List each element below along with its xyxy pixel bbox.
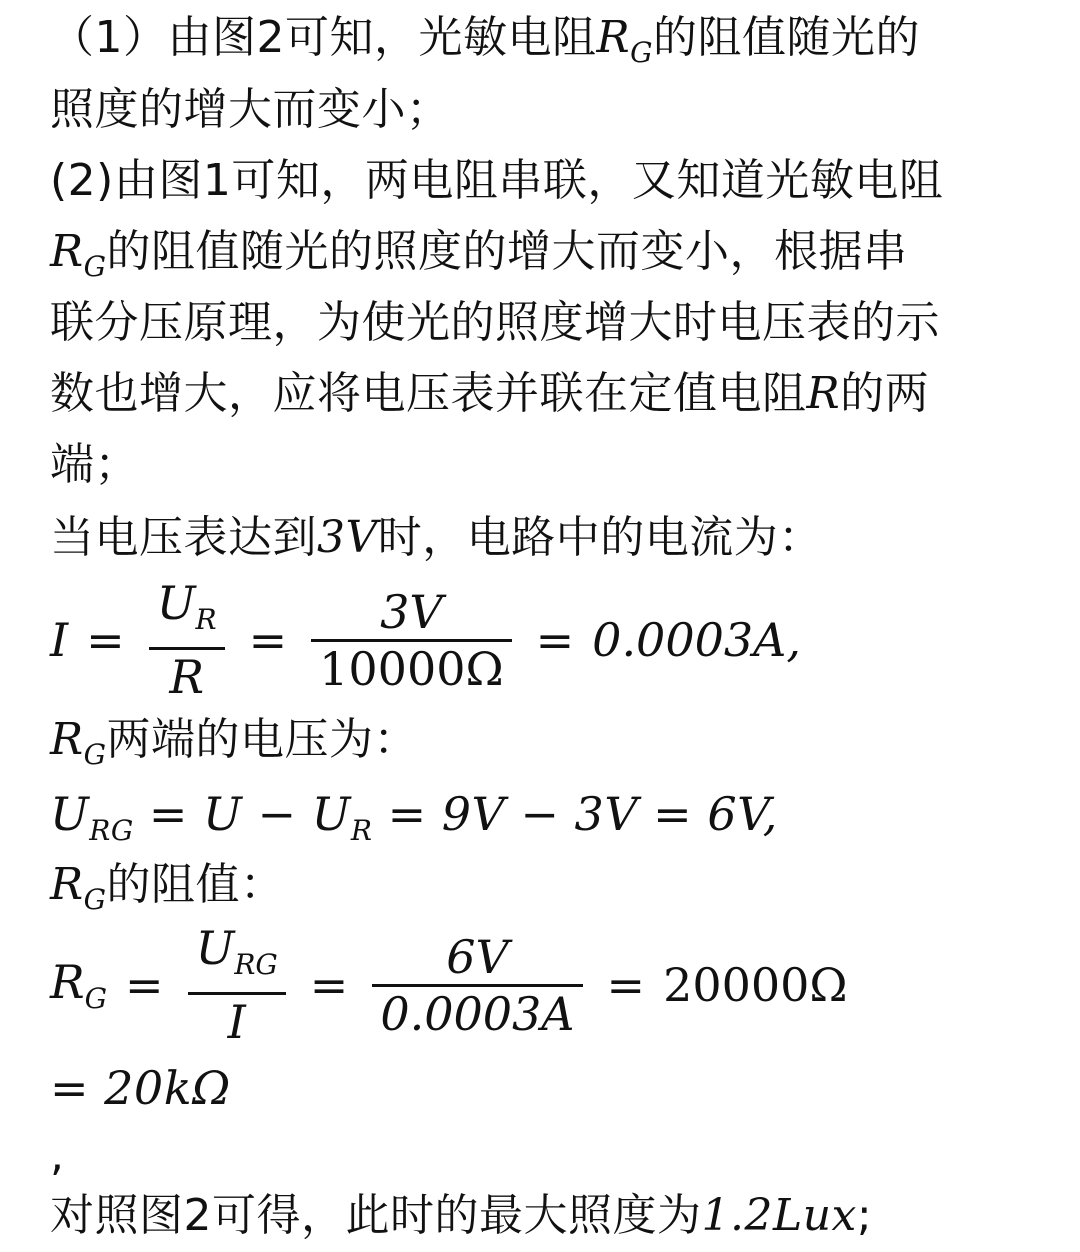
text-segment: 照度的增大而变小； — [50, 84, 451, 135]
var-R: R — [50, 955, 85, 1009]
equation-voltage: $U_{RG} = U - U_R = 9V - 3V = 6V$, — [50, 787, 778, 847]
var-R: R — [50, 226, 84, 277]
text-segment: （1）由图2可知，光敏电阻 — [50, 12, 597, 63]
line-1 — [50, 10, 920, 81]
line-11 — [50, 1188, 872, 1244]
equals-sign: = — [86, 613, 125, 667]
result-expression: 9V − 3V = 6V, — [441, 787, 778, 841]
var-U: U — [195, 921, 235, 975]
fraction — [372, 930, 582, 1041]
minus-sign: − — [257, 787, 297, 841]
text-segment: 对照图2可得，此时的最大照度为 — [50, 1190, 702, 1241]
numerator: 6V — [446, 929, 509, 984]
text-segment: 的阻值随光的 — [653, 12, 921, 63]
text-segment: 联分压原理，为使光的照度增大时电压表的示 — [50, 297, 940, 348]
subscript-RG: RG — [89, 814, 134, 847]
var-R: R — [50, 714, 84, 765]
subscript-G: G — [84, 982, 108, 1015]
text-segment: 当电压表达到 — [50, 512, 317, 563]
line-3 — [50, 153, 943, 209]
line-comma — [50, 1128, 65, 1184]
numerator — [188, 921, 286, 992]
var-U: U — [50, 787, 90, 841]
subscript-G: G — [83, 883, 107, 916]
line-7 — [50, 437, 139, 493]
equals-sign: = — [535, 613, 575, 667]
denominator: I — [227, 995, 246, 1049]
text-segment: 的阻值随光的照度的增大而变小，根据串 — [106, 226, 908, 277]
var-U: U — [156, 576, 196, 630]
equals-sign: = — [309, 958, 349, 1012]
lhs — [50, 955, 107, 1015]
denominator: 10000Ω — [319, 641, 504, 696]
denominator: 0.0003A — [380, 986, 575, 1041]
fraction — [149, 576, 225, 704]
comma: , — [50, 1130, 65, 1181]
result-value: 0.0003A, — [592, 613, 801, 667]
fraction — [311, 585, 511, 696]
subscript-R: R — [195, 603, 217, 636]
equation-current — [50, 576, 801, 704]
line-9 — [50, 712, 418, 783]
text-segment: ; — [856, 1190, 873, 1241]
var-U: U — [203, 787, 243, 841]
equals-sign: = — [248, 613, 288, 667]
line-2 — [50, 82, 451, 138]
var-R: R — [596, 12, 631, 63]
equals-sign: = — [125, 958, 164, 1012]
line-10 — [50, 857, 285, 928]
result-expression: = 20kΩ — [50, 1061, 231, 1115]
denominator: R — [169, 650, 204, 704]
text-segment: 两端的电压为： — [106, 714, 419, 765]
text-segment: 端； — [50, 439, 139, 490]
subscript-G: G — [83, 738, 107, 771]
subscript-RG: RG — [234, 948, 278, 981]
equation-resistance — [50, 921, 848, 1049]
numerator: 3V — [380, 584, 443, 639]
line-8 — [50, 510, 823, 566]
text-segment: 的阻值： — [106, 859, 285, 910]
var-R: R — [50, 859, 84, 910]
result-value: 20000Ω — [663, 958, 848, 1012]
value-3V: 3V — [317, 512, 378, 563]
subscript-G: G — [83, 250, 107, 283]
text-segment: (2)由图1可知，两电阻串联，又知道光敏电阻 — [50, 155, 944, 206]
text-segment: 时，电路中的电流为： — [377, 512, 823, 563]
var-I: I — [50, 613, 69, 667]
equation-kohm — [50, 1060, 231, 1116]
var-R: R — [806, 368, 841, 419]
value-lux: 1.2Lux — [701, 1190, 857, 1241]
line-4 — [50, 224, 908, 295]
fraction — [188, 921, 286, 1049]
var-U: U — [311, 787, 351, 841]
text-segment: 数也增大，应将电压表并联在定值电阻 — [50, 368, 807, 419]
subscript-R: R — [350, 814, 373, 847]
line-6 — [50, 366, 929, 422]
numerator — [149, 576, 225, 647]
subscript-G: G — [630, 36, 654, 69]
text-segment: 的两 — [840, 368, 930, 419]
equals-sign: = — [606, 958, 646, 1012]
line-5 — [50, 295, 940, 351]
